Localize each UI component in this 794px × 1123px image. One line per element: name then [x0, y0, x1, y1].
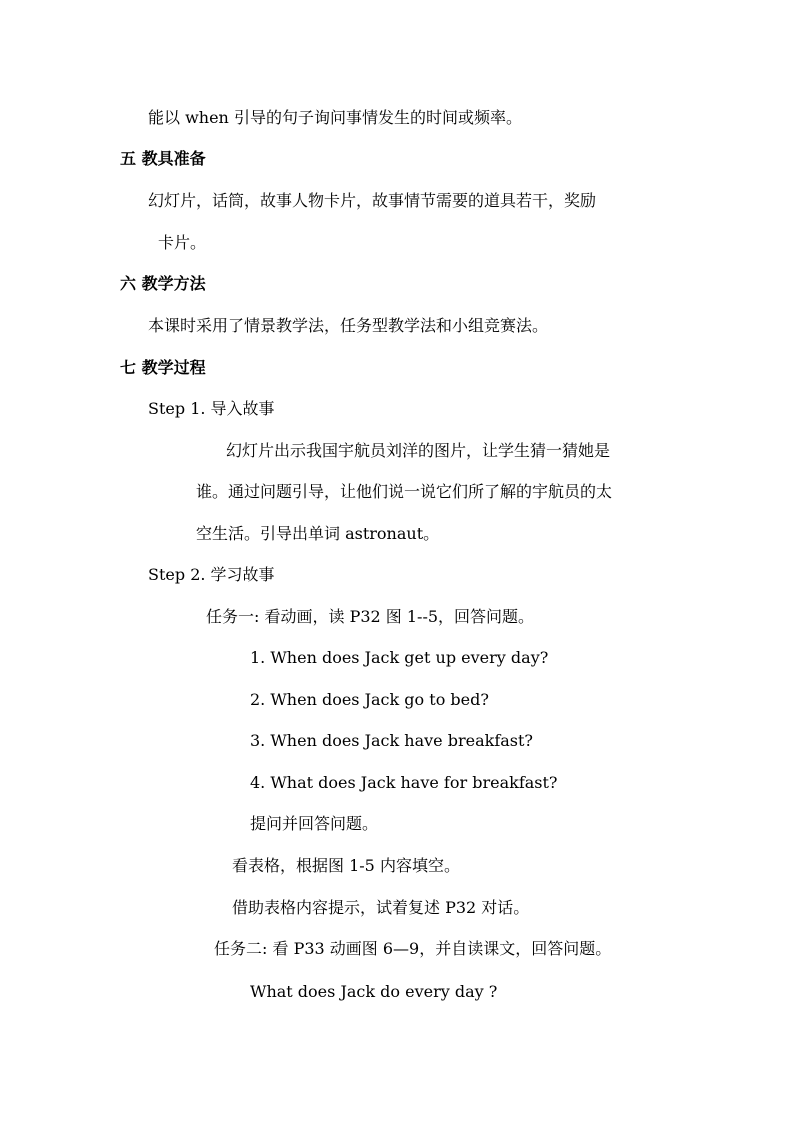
question-4: 4. What does Jack have for breakfast?: [250, 773, 558, 792]
step-1-text-line-1: 幻灯片出示我国宇航员刘洋的图片，让学生猜一猜她是: [226, 441, 611, 460]
activity-3: 借助表格内容提示，试着复述 P32 对话。: [232, 898, 530, 917]
section-heading-methods: 六 教学方法: [120, 274, 206, 293]
task-1: 任务一: 看动画，读 P32 图 1--5，回答问题。: [206, 607, 535, 626]
objective-line: 能以 when 引导的句子询问事情发生的时间或频率。: [148, 108, 522, 127]
tools-text-line-1: 幻灯片，话筒，故事人物卡片，故事情节需要的道具若干，奖励: [148, 191, 597, 210]
activity-2: 看表格，根据图 1-5 内容填空。: [232, 856, 460, 875]
step-1-text-line-2: 谁。通过问题引导，让他们说一说它们所了解的宇航员的太: [196, 482, 613, 501]
activity-1: 提问并回答问题。: [250, 814, 379, 833]
step-1-text-line-3: 空生活。引导出单词 astronaut。: [196, 524, 440, 543]
tools-text-line-2: 卡片。: [158, 233, 207, 252]
question-2: 2. When does Jack go to bed?: [250, 690, 489, 709]
question-1: 1. When does Jack get up every day?: [250, 648, 549, 667]
methods-text: 本课时采用了情景教学法，任务型教学法和小组竞赛法。: [148, 316, 549, 335]
section-heading-process: 七 教学过程: [120, 358, 206, 377]
question-3: 3. When does Jack have breakfast?: [250, 731, 534, 750]
task-2: 任务二: 看 P33 动画图 6—9，并自读课文，回答问题。: [214, 939, 612, 958]
step-1-title: Step 1. 导入故事: [148, 399, 275, 418]
section-heading-tools: 五 教具准备: [120, 149, 206, 168]
step-2-title: Step 2. 学习故事: [148, 565, 275, 584]
question-5: What does Jack do every day ?: [250, 982, 498, 1001]
